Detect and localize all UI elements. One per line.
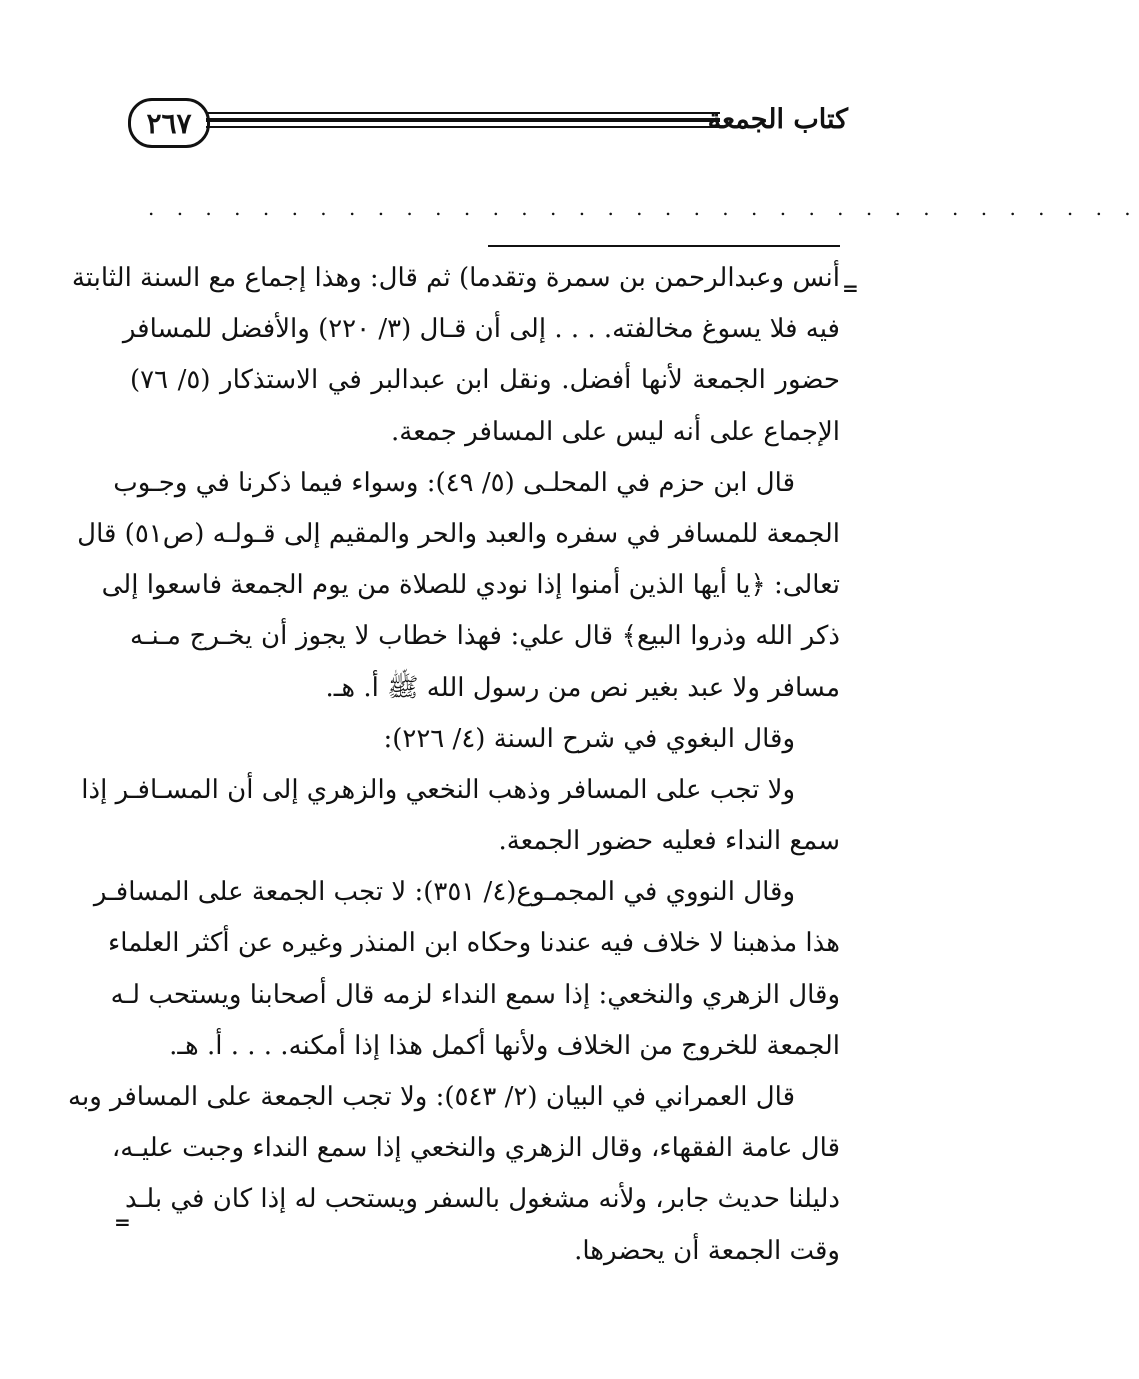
text-line: ولا تجب على المسافر وذهب النخعي والزهري إلى أن المسـافـر إذا xyxy=(81,774,795,805)
separator-dots: . . . . . . . . . . . . . . . . . . . . . . . . . . . . . . . . . . . xyxy=(148,196,1139,220)
text-line: هذا مذهبنا لا خلاف فيه عندنا وحكاه ابن المنذر وغيره عن أكثر العلماء xyxy=(108,928,840,959)
text-line: وقال البغوي في شرح السنة (٤/ ٢٢٦): xyxy=(383,723,795,754)
text-line: سمع النداء فعليه حضور الجمعة. xyxy=(498,826,840,857)
text-line: أنس وعبدالرحمن بن سمرة وتقدما) ثم قال: وهذا إجماع مع السنة الثابتة xyxy=(71,263,840,293)
book-title: كتاب الجمعة xyxy=(707,104,848,135)
text-line: دليلنا حديث جابر، ولأنه مشغول بالسفر ويستحب له إذا كان في بلـد xyxy=(124,1184,840,1215)
text-line: وقال الزهري والنخعي: إذا سمع النداء لزمه قال أصحابنا ويستحب لـه xyxy=(110,979,840,1010)
text-line: فيه فلا يسوغ مخالفته. . . . إلى أن قـال (٣/ ٢٢٠) والأفضل للمسافر xyxy=(122,314,840,345)
text-line: تعالى: ﴿يا أيها الذين أمنوا إذا نودي للصلاة من يوم الجمعة فاسعوا إلى xyxy=(101,570,840,601)
text-line: وقال النووي في المجمـوع(٤/ ٣٥١): لا تجب الجمعة على المسافـر xyxy=(93,877,795,908)
continuation-marker-top: = xyxy=(842,276,859,300)
text-line: الجمعة للخروج من الخلاف ولأنها أكمل هذا إذا أمكنه. . . . أ. هـ. xyxy=(169,1030,840,1061)
page-header xyxy=(128,98,848,152)
continuation-marker-bottom: = xyxy=(114,1210,131,1234)
page-number-badge: ٢٦٧ xyxy=(128,98,210,148)
footnote-rule xyxy=(488,245,840,247)
text-line: حضور الجمعة لأنها أفضل. ونقل ابن عبدالبر في الاستذكار (٥/ ٧٦) xyxy=(130,365,840,396)
text-line: ذكر الله وذروا البيع﴾ قال علي: فهذا خطاب لا يجوز أن يخـرج مـنـه xyxy=(130,621,840,652)
header-rule xyxy=(206,112,720,128)
footnote-text xyxy=(68,253,840,1277)
text-line: وقت الجمعة أن يحضرها. xyxy=(574,1235,840,1266)
text-line: الجمعة للمسافر في سفره والعبد والحر والمقيم إلى قـولـه (ص٥١) قال xyxy=(77,518,840,549)
text-line: الإجماع على أنه ليس على المسافر جمعة. xyxy=(391,416,840,447)
text-line: مسافر ولا عبد بغير نص من رسول الله ﷺ أ. هـ. xyxy=(325,672,840,703)
text-line: قال العمراني في البيان (٢/ ٥٤٣): ولا تجب الجمعة على المسافر وبه xyxy=(68,1082,795,1112)
text-line: قال عامة الفقهاء، وقال الزهري والنخعي إذا سمع النداء وجبت عليـه، xyxy=(111,1133,840,1164)
text-line: قال ابن حزم في المحلـى (٥/ ٤٩): وسواء فيما ذكرنا في وجـوب xyxy=(113,467,795,498)
